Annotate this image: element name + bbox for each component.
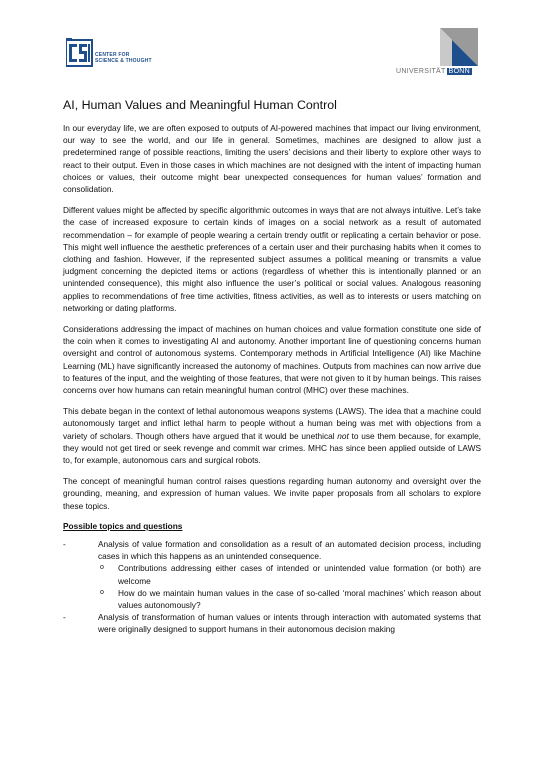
subtopic-item: o Contributions addressing either cases of intended or unintended value formation (or both) are welcome <box>98 562 481 586</box>
document-body <box>63 98 481 636</box>
paragraph-1: In our everyday life, we are often exposed to outputs of AI-powered machines that impact our living environment, our way to see the world, and our life in general. Sometimes, machines are designed to allow just a predetermined range of possible reactions, limiting the users’ decisions and their liberty to explore other ways to react to their output. Even in those cases in which machines are not designed with the intent of impacting human choices or values, their outcome might bear unexpected consequences for human values’ formation and consolidation. <box>63 123 481 195</box>
topics-list <box>63 538 481 636</box>
topics-heading: Possible topics and questions <box>63 520 183 531</box>
emphasis-not: not <box>337 430 349 441</box>
paragraph-3: Considerations addressing the impact of machines on human choices and value formation constitute one side of the coin when it comes to investigating AI and autonomy. Another important line of questioning concerns human oversight and control of autonomous systems. Contemporary methods in Artificial Intelligence (AI) like Machine Learning (ML) have significantly increased the autonomy of machines. Outputs from machines can now arrive due to features of the input, and the weighting of those features, that were not given to it by human beings. This raises concerns over how humans can retain meaningful human control (MHC) over these machines. <box>63 324 481 396</box>
topic-item: - Analysis of value formation and consolidation as a result of an automated decision process, including cases in which this happens as an unintended consequence. o Contributions addressing either cases of intended or unintended value formation (or both) are welcome o How do we maintain human values in the case of so-called ‘moral machines’ which reason about values autonomously? <box>63 538 481 611</box>
paragraph-4: This debate began in the context of lethal autonomous weapons systems (LAWS). The idea that a machine could autonomously target and inflict lethal harm to people without a human being was met with objections from a variety of scholars. Though others have argued that it would be unethical not to use them because, for example, they would not get tired or seek revenge and commit war crimes. MHC has since been applied outside of LAWS to, for example, autonomous cars and surgical robots. <box>63 406 481 466</box>
cst-logo-text: CENTER FOR SCIENCE & THOUGHT <box>95 52 152 64</box>
subtopic-item: o How do we maintain human values in the case of so-called ‘moral machines’ which reason about values autonomously? <box>98 587 481 611</box>
document-title: AI, Human Values and Meaningful Human Control <box>63 98 337 112</box>
paragraph-5: The concept of meaningful human control raises questions regarding human autonomy and oversight over the grounding, meaning, and expression of human values. We invite paper proposals from all scholars to explore these topics. <box>63 476 481 511</box>
subtopics-list <box>98 562 481 611</box>
university-bonn-logo-text: UNIVERSITÄT BONN <box>396 68 471 75</box>
paragraph-2: Different values might be affected by specific algorithmic outcomes in ways that are not always intuitive. Let’s take the case of increased exposure to certain kinds of images on a social network as a result of automated recommendation – for example of people wearing a certain trendy outfit or replicating a certain behavior or pose. This might well influence the aesthetic preferences of a certain user and their purchasing habits when it comes to clothing and fashion. However, if the represented subject assumes a political meaning or transmits a value judgment concerning the depicted items or actions (regardless of whether this is intentionally planned or an unintended consequence), this might also influence the user’s political or social values. Analogous reasoning applies to recommendations of free time activities, fitness activities, as well as to interests or users matching on networking or dating platforms. <box>63 205 481 313</box>
topic-item: - Analysis of transformation of human values or intents through interaction with automated systems that were originally designed to support humans in their autonomous decision making <box>63 611 481 635</box>
